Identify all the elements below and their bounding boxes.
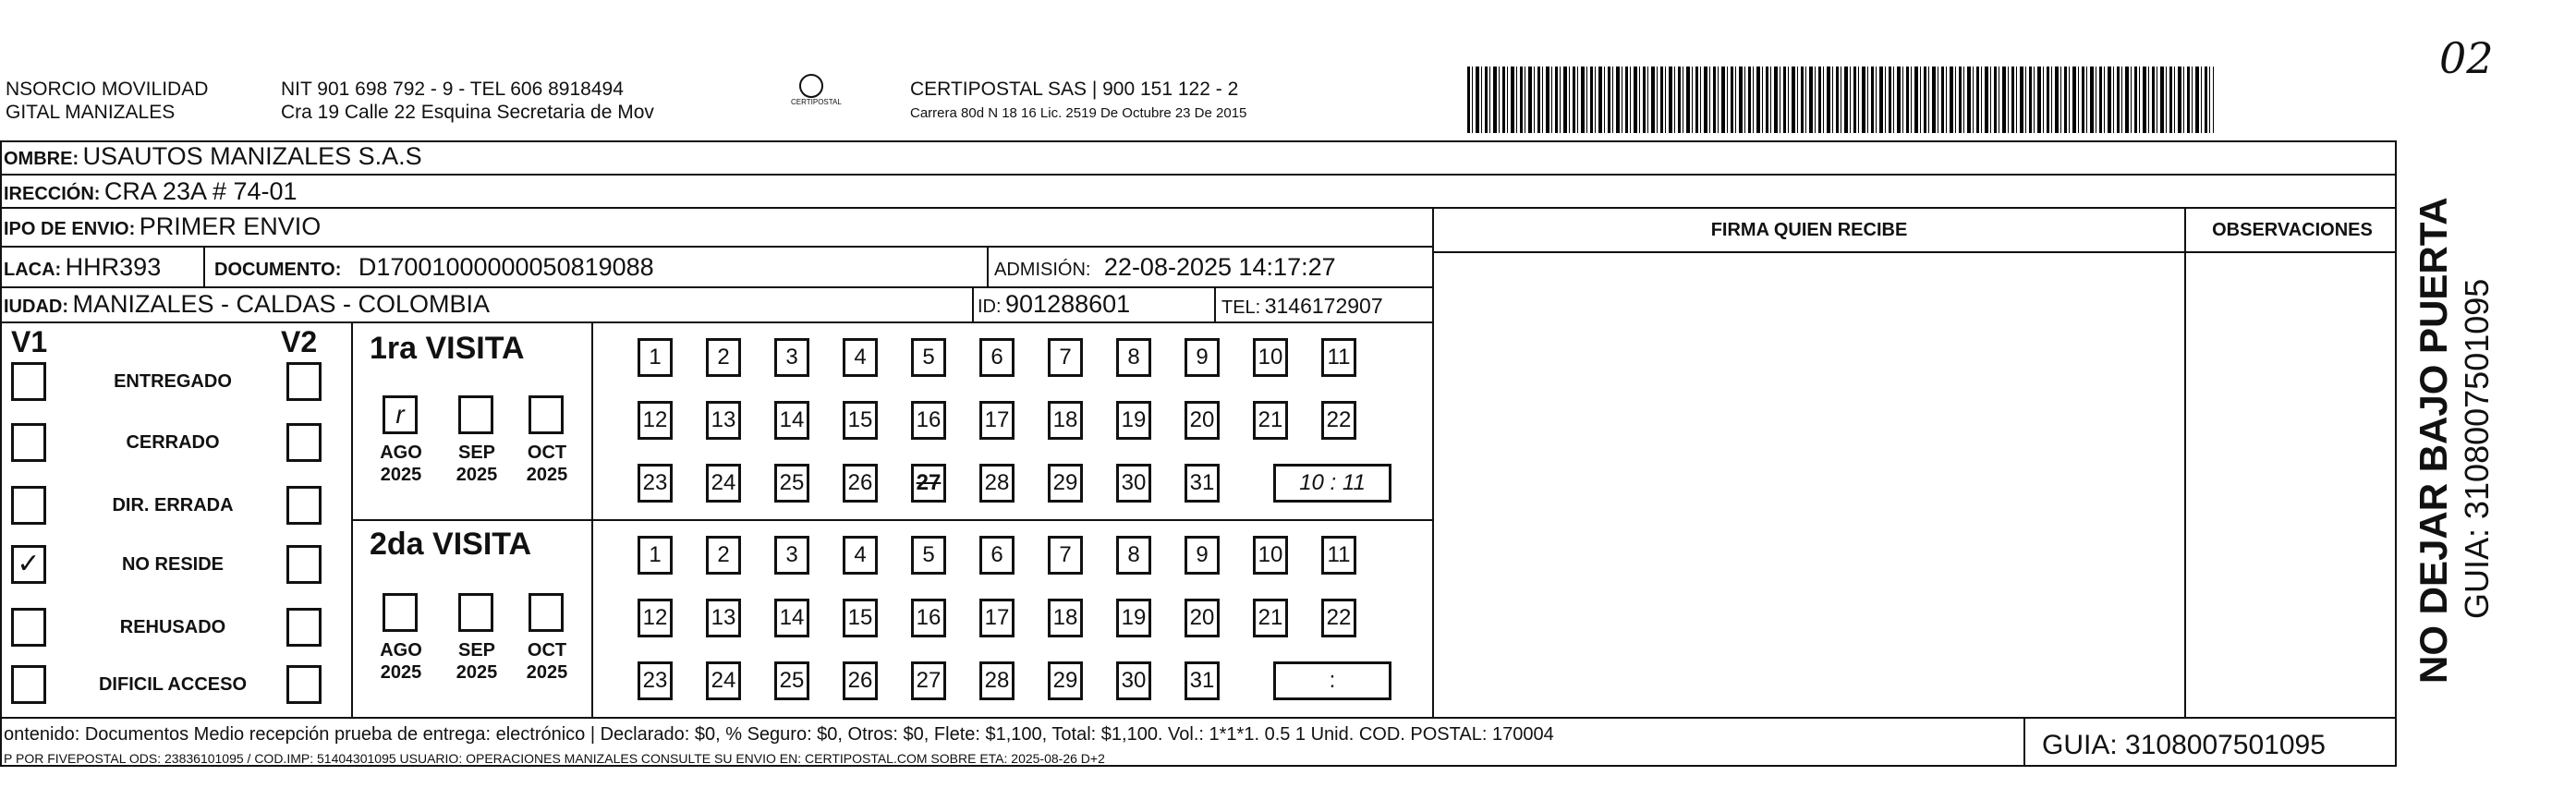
first-day-box[interactable]: 4 [843,338,878,377]
admision-field [994,253,1336,282]
first-time-box[interactable]: 10 : 11 [1273,464,1391,503]
status-label: DIFICIL ACCESO [98,674,247,695]
first-year-label: 2025 [380,465,422,485]
firma-column [1432,209,2186,717]
first-day-box[interactable]: 18 [1048,401,1083,440]
second-month-checkbox[interactable] [383,593,418,632]
v1-checkbox[interactable] [11,545,46,584]
second-time-box[interactable]: : [1273,661,1391,700]
v1-checkbox[interactable] [11,423,46,462]
first-day-box[interactable]: 19 [1116,401,1151,440]
second-year-label: 2025 [380,662,422,683]
nombre-value: USAUTOS MANIZALES S.A.S [82,142,422,170]
first-day-box[interactable]: 1 [638,338,673,377]
tipo-field [4,212,321,241]
second-day-box[interactable]: 4 [843,536,878,575]
second-day-box[interactable]: 31 [1185,661,1220,700]
second-day-box[interactable]: 29 [1048,661,1083,700]
issuer-name-line1: NSORCIO MOVILIDAD [6,79,209,100]
second-year-label: 2025 [526,662,568,683]
second-month-label: SEP [457,640,496,661]
id-label: ID: [978,297,1002,317]
first-day-box[interactable]: 15 [843,401,878,440]
id-value: 901288601 [1005,290,1131,318]
courier-logo [791,74,842,106]
second-month-label: AGO [380,640,422,661]
second-day-box[interactable]: 10 [1253,536,1288,575]
second-day-box[interactable]: 7 [1048,536,1083,575]
issuer-name-line2: GITAL MANIZALES [6,102,176,123]
second-month-label: OCT [527,640,567,661]
second-month-checkbox[interactable] [529,593,564,632]
tel-value: 3146172907 [1264,294,1383,318]
issuer-address: Cra 19 Calle 22 Esquina Secretaria de Mov [281,102,654,123]
second-day-box[interactable]: 1 [638,536,673,575]
first-day-box[interactable]: 21 [1253,401,1288,440]
first-day-box[interactable]: 22 [1321,401,1356,440]
v1-checkbox[interactable] [11,665,46,704]
courier-name: CERTIPOSTAL SAS | 900 151 122 - 2 [910,79,1239,100]
second-day-box[interactable]: 8 [1116,536,1151,575]
second-visit-title: 2da VISITA [370,527,532,562]
first-year-label: 2025 [456,465,498,485]
first-day-box[interactable]: 20 [1185,401,1220,440]
second-day-box[interactable]: 24 [706,661,741,700]
second-day-box[interactable]: 26 [843,661,878,700]
first-day-box[interactable]: 23 [638,464,673,503]
second-day-box[interactable]: 27 [911,661,946,700]
status-label: ENTREGADO [114,371,232,392]
first-day-box[interactable]: 7 [1048,338,1083,377]
v2-checkbox[interactable] [286,665,322,704]
second-day-box[interactable]: 11 [1321,536,1356,575]
admision-label: ADMISIÓN: [994,260,1091,280]
second-day-box[interactable]: 23 [638,661,673,700]
ciudad-label: IUDAD: [4,297,68,317]
status-label: NO RESIDE [121,554,225,575]
first-day-box[interactable]: 2 [706,338,741,377]
v2-checkbox[interactable] [286,486,322,525]
direccion-value: CRA 23A # 74-01 [103,177,298,205]
v2-checkbox[interactable] [286,608,322,647]
second-day-box[interactable]: 25 [774,661,809,700]
direccion-label: IRECCIÓN: [4,184,101,204]
impresion-text: P POR FIVEPOSTAL ODS: 23836101095 / COD.IMP: 51404301095 USUARIO: OPERACIONES MANIZALES CONSULTE SU ENVIO EN: CERTIPOSTAL.COM SOBRE ETA: 2025-08-26 D+2 [4,751,1105,766]
first-day-box[interactable]: 10 [1253,338,1288,377]
v2-checkbox[interactable] [286,423,322,462]
direccion-row [0,176,2397,209]
first-day-box[interactable]: 12 [638,401,673,440]
second-day-box[interactable]: 17 [979,599,1015,637]
nombre-field [4,142,422,171]
status-label: DIR. ERRADA [112,495,234,515]
second-day-box[interactable]: 15 [843,599,878,637]
first-month-checkbox[interactable] [529,395,564,434]
second-day-box[interactable]: 30 [1116,661,1151,700]
first-day-box[interactable]: 28 [979,464,1015,503]
first-month-label: SEP [457,442,496,463]
admision-value: 22-08-2025 14:17:27 [1103,253,1336,281]
first-day-box[interactable]: 14 [774,401,809,440]
second-day-box[interactable]: 13 [706,599,741,637]
first-day-box[interactable]: 3 [774,338,809,377]
second-year-label: 2025 [456,662,498,683]
ciudad-field [4,290,490,319]
v1-checkbox[interactable] [11,486,46,525]
issuer-nit: NIT 901 698 792 - 9 - TEL 606 8918494 [281,79,624,100]
issuer-name [6,78,208,124]
courier-address: Carrera 80d N 18 16 Lic. 2519 De Octubre 23 De 2015 [910,105,1247,121]
documento-field [214,253,654,282]
courier-logo-icon [799,74,823,98]
first-day-box[interactable]: 30 [1116,464,1151,503]
first-day-box[interactable]: 16 [911,401,946,440]
v2-label: V2 [281,325,318,358]
first-day-box[interactable]: 13 [706,401,741,440]
tipo-value: PRIMER ENVIO [139,212,322,240]
placa-value: HHR393 [65,253,162,281]
tel-label: TEL: [1221,297,1261,318]
first-day-box[interactable]: 29 [1048,464,1083,503]
first-day-box[interactable]: 9 [1185,338,1220,377]
v2-checkbox[interactable] [286,545,322,584]
status-label: REHUSADO [119,617,226,637]
first-day-box[interactable]: 26 [843,464,878,503]
first-day-box[interactable] [911,464,946,503]
ciudad-value: MANIZALES - CALDAS - COLOMBIA [72,290,491,318]
second-day-box[interactable]: 14 [774,599,809,637]
v1-check-mark: ✓ [17,548,41,580]
first-day-box[interactable]: 31 [1185,464,1220,503]
firma-label: FIRMA QUIEN RECIBE [1710,220,1908,240]
first-day-box[interactable]: 17 [979,401,1015,440]
side-guia: GUIA: 3108007501095 [2458,278,2496,619]
first-month-checkbox[interactable] [383,395,418,434]
barcode [1467,67,2214,133]
tel-field [1221,294,1383,319]
second-day-box[interactable]: 6 [979,536,1015,575]
second-day-box[interactable]: 19 [1116,599,1151,637]
placa-field [4,253,161,282]
v1-checkbox[interactable] [11,608,46,647]
second-day-box[interactable]: 21 [1253,599,1288,637]
tipo-label: IPO DE ENVIO: [4,219,136,239]
placa-label: LACA: [4,260,62,280]
nombre-label: OMBRE: [4,149,79,169]
first-month-label: OCT [527,442,567,463]
side-warning: NO DEJAR BAJO PUERTA [2412,197,2455,684]
id-field [978,290,1130,319]
v1-checkbox[interactable] [11,362,46,401]
month-mark: r [395,400,405,429]
first-day-box[interactable]: 6 [979,338,1015,377]
first-day-box[interactable]: 11 [1321,338,1356,377]
visit-month-divider [591,323,593,717]
handwritten-note: 02 [2439,33,2494,83]
second-day-box[interactable]: 18 [1048,599,1083,637]
visit-divider [353,519,1432,521]
courier-logo-text: CERTIPOSTAL [791,98,842,106]
first-month-label: AGO [380,442,422,463]
first-visit-title: 1ra VISITA [370,331,525,366]
second-day-box[interactable]: 2 [706,536,741,575]
second-day-box[interactable]: 3 [774,536,809,575]
contenido-text: ontenido: Documentos Medio recepción prueba de entrega: electrónico | Declarado: $0, % Seguro: $0, Otros: $0, Flete: $1,100, Total: $1,100. Vol.: 1*1*1. 0.5 1 Unid. COD. POSTAL: 170004 [4,724,1554,745]
first-day-box[interactable]: 25 [774,464,809,503]
v2-checkbox[interactable] [286,362,322,401]
day-mark: 27 [916,470,942,495]
first-year-label: 2025 [526,465,568,485]
issuer-contact [281,78,654,124]
second-month-checkbox[interactable] [458,593,493,632]
second-day-box[interactable]: 28 [979,661,1015,700]
first-day-box[interactable]: 24 [706,464,741,503]
status-label: CERRADO [126,432,220,453]
courier-info [910,78,1246,122]
second-day-box[interactable]: 20 [1185,599,1220,637]
first-day-box[interactable]: 8 [1116,338,1151,377]
v1-label: V1 [11,325,48,358]
first-day-box[interactable]: 5 [911,338,946,377]
second-day-box[interactable]: 12 [638,599,673,637]
second-day-box[interactable]: 5 [911,536,946,575]
footer-guia: GUIA: 3108007501095 [2042,730,2326,760]
documento-label: DOCUMENTO: [214,260,342,280]
first-month-checkbox[interactable] [458,395,493,434]
direccion-field [4,177,298,206]
second-day-box[interactable]: 16 [911,599,946,637]
documento-value: D17001000000050819088 [358,253,654,281]
second-day-box[interactable]: 9 [1185,536,1220,575]
observaciones-label: OBSERVACIONES [2212,220,2373,240]
second-day-box[interactable]: 22 [1321,599,1356,637]
